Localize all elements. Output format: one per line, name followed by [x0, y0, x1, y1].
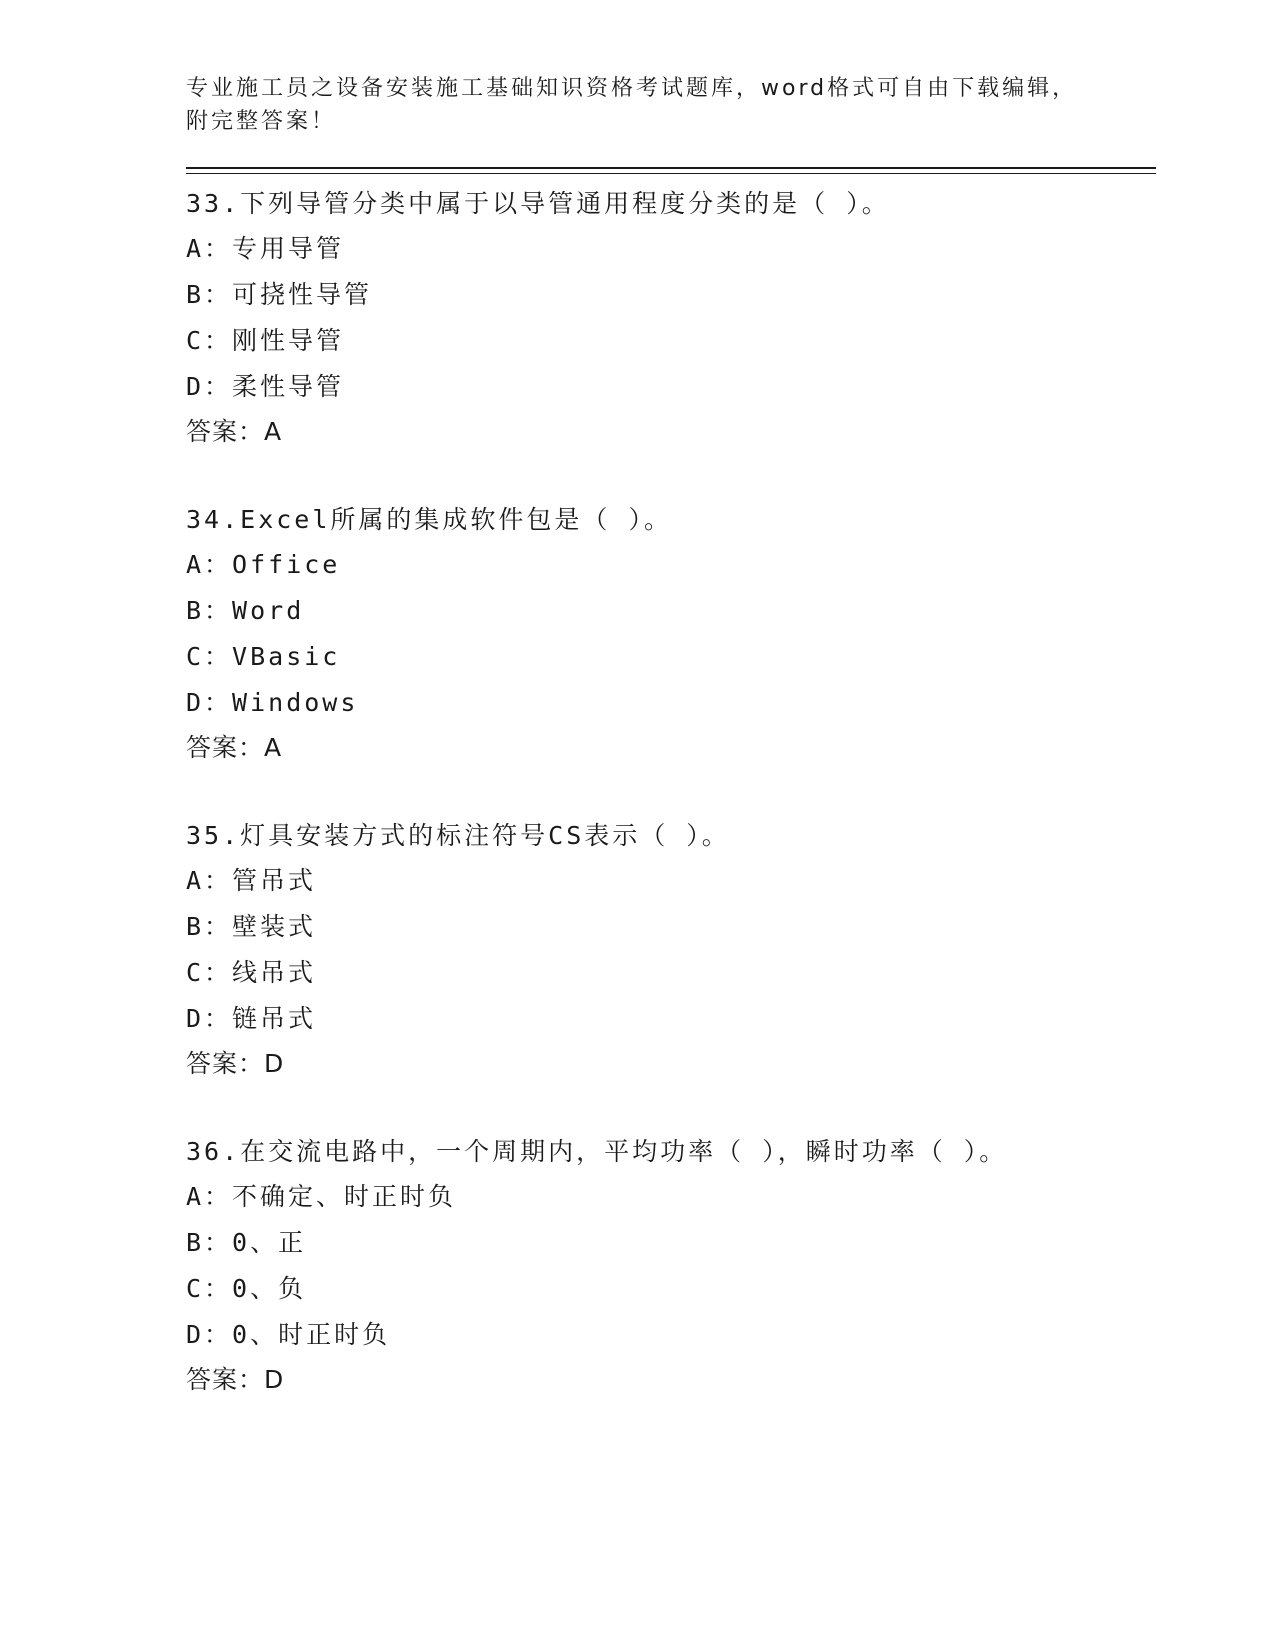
answer-value: D: [264, 1365, 285, 1394]
answer-line: [186, 726, 1156, 770]
option-b: B：0、正: [186, 1228, 307, 1257]
option-b: B：Word: [186, 596, 305, 625]
answer-label: 答案：: [186, 733, 265, 762]
option-d: D：Windows: [186, 688, 359, 717]
document-header: [186, 72, 1156, 138]
answer-value: A: [264, 733, 283, 762]
question-36: [186, 1130, 1156, 1402]
document-page: [186, 72, 1156, 1402]
question-34: [186, 498, 1156, 770]
header-divider: [186, 167, 1156, 174]
answer-line: [186, 410, 1156, 454]
option-a: A：不确定、时正时负: [186, 1182, 457, 1211]
option-c: C：线吊式: [186, 958, 317, 987]
option-a: A：专用导管: [186, 234, 345, 263]
question-spacer: [186, 1086, 1156, 1130]
answer-value: A: [264, 417, 283, 446]
answer-label: 答案：: [186, 417, 265, 446]
question-stem: 33.下列导管分类中属于以导管通用程度分类的是（ ）。: [186, 189, 890, 218]
question-stem: 36.在交流电路中，一个周期内，平均功率（ ），瞬时功率（ ）。: [186, 1137, 1008, 1166]
option-b: B：壁装式: [186, 912, 317, 941]
answer-line: [186, 1358, 1156, 1402]
answer-label: 答案：: [186, 1365, 265, 1394]
option-c: C：0、负: [186, 1274, 307, 1303]
question-stem: 35.灯具安装方式的标注符号CS表示（ ）。: [186, 821, 730, 850]
answer-line: [186, 1042, 1156, 1086]
question-35: [186, 814, 1156, 1086]
option-a: A：Office: [186, 550, 341, 579]
option-d: D：柔性导管: [186, 372, 345, 401]
answer-value: D: [264, 1049, 285, 1078]
option-c: C：刚性导管: [186, 326, 345, 355]
question-stem: 34.Excel所属的集成软件包是（ ）。: [186, 505, 672, 534]
option-c: C：VBasic: [186, 642, 341, 671]
answer-label: 答案：: [186, 1049, 265, 1078]
option-a: A：管吊式: [186, 866, 317, 895]
question-spacer: [186, 454, 1156, 498]
option-d: D：链吊式: [186, 1004, 317, 1033]
header-line-2: 附完整答案！: [186, 109, 337, 134]
header-line-1: 专业施工员之设备安装施工基础知识资格考试题库，word格式可自由下载编辑，: [186, 76, 1078, 101]
question-33: [186, 182, 1156, 454]
option-b: B：可挠性导管: [186, 280, 373, 309]
question-spacer: [186, 770, 1156, 814]
option-d: D：0、时正时负: [186, 1320, 391, 1349]
